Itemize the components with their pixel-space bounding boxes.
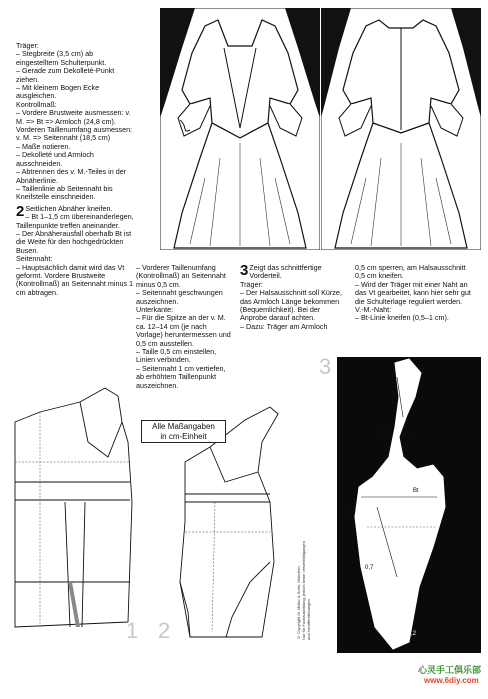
fig3-label-3: 0,7: [345, 511, 354, 517]
watermark-logo-text: 心灵手工俱乐部: [418, 665, 482, 675]
fig3-label-2: 0,5: [403, 433, 412, 439]
section-number-2: 2: [16, 202, 25, 220]
dress-back-illustration: [321, 8, 481, 250]
fig3-label-5: 0,7: [365, 565, 374, 571]
section-3-text: Zeigt das schnittfertige Vorderteil. Träger: – Der Halsausschnitt soll Kürze, das Armloch Länge bekommen (Bequemlichkeit). Bei der Anprobe darauf achten. – Dazu: Träger am Armloch: [240, 263, 342, 331]
pattern-figure-3: [337, 357, 481, 653]
units-note-text: Alle Maßangaben in cm-Einheit: [152, 422, 215, 441]
fig3-label-4: Bt: [413, 488, 419, 494]
units-note-box: [141, 420, 226, 443]
figure-number-2: 2: [158, 618, 171, 643]
section-number-3: 3: [240, 262, 249, 279]
fig3-label-1: 0,5: [377, 429, 386, 435]
instructions-column-2: [136, 264, 232, 390]
instructions-column-1: [16, 42, 136, 297]
dress-front-illustration: [160, 8, 320, 250]
column-4-text: 0,5 cm sperren, am Halsausschnitt 0,5 cm kneifen. – Wird der Träger mit einer Naht an das Vt gearbeitet, kann hier sehr gut die Schulterlage reguliert werden. V.-M.-Naht: – Bt-Linie kneifen (0,5–1 cm).: [355, 263, 471, 323]
fig3-label-6: 1–1,2: [401, 631, 417, 637]
figure-number-3: 3: [319, 354, 332, 379]
pattern-figure-1: [10, 382, 140, 642]
instructions-column-4: [355, 264, 473, 323]
watermark-url: www.6diy.com: [424, 676, 479, 685]
column-2-text: – Vorderer Taillenumfang (Kontrollmaß) an Seitennaht minus 0,5 cm. – Seitennaht geschwungen auszeichnen. Unterkante: – Für die Spitze an der v. M. ca. 12–14 cm (je nach Vorlage) heruntermessen und 0,5 cm ausstellen. – Taille 0,5 cm einstellen, Linien verbinden. – Seitennaht 1 cm vertiefen, ab erhöhtem Taillenpunkt auszeichnen.: [136, 263, 231, 390]
instructions-column-3: [240, 264, 344, 331]
copyright-note: © Copyright M. Müller & Sohn, München Nur für Fachausbildung, jedoch keine Vervielfältigungen und Veröffentlichungen: [296, 541, 311, 640]
section-2-text: Seitlichen Abnäher kneifen. – Bt 1–1,5 cm übereinanderlegen, Taillenpunkte treffen aneinander. – Der Abnäherausfall oberhalb Bt ist die Weite für den hochgedrückten Busen. Seitennaht: – Hauptsächlich damit wird das Vt geformt. Vordere Brustweite (Kontrollmaß) an Seitennaht minus 1 cm abtragen.: [16, 203, 134, 297]
figure-number-1: 1: [126, 618, 139, 643]
carrier-instructions: Träger: – Stegbreite (3,5 cm) ab eingestelltem Schulterpunkt. – Gerade zum Dekolleté-Punkt ziehen. – Mit kleinem Bogen Ecke ausgleichen. Kontrollmaß: – Vordere Brustweite ausmessen: v. M. => Bt => Armloch (24,8 cm). Vorderen Taillenumfang ausmessen: v. M. => Seitennaht (18,5 cm) – Maße notieren. – Dekolleté und Armloch ausschneiden. – Abtrennen des v. M.-Teiles in der Abnäherlinie. – Taillenlinie ab Seitennaht bis Kneifstelle einschneiden.: [16, 41, 133, 202]
